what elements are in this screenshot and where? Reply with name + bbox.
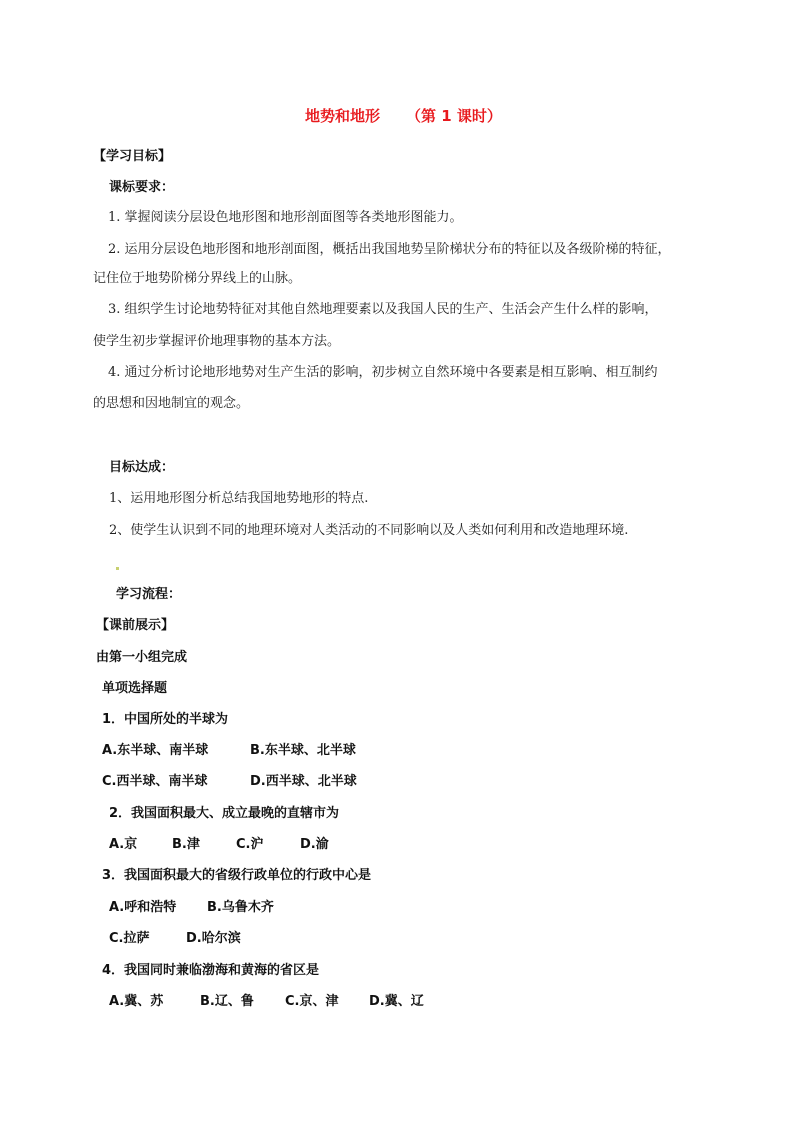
question-2-option-c: C.沪 [236,837,264,852]
preview-heading: 【课前展示】 [96,618,175,633]
question-1-stem: 1．中国所处的半球为 [102,712,229,727]
page-title [305,106,502,126]
question-2-stem: 2．我国面积最大、成立最晚的直辖市为 [109,806,340,821]
question-3-option-d: D.哈尔滨 [186,931,241,946]
question-2-option-d: D.渝 [300,837,329,852]
process-label: 学习流程： [116,587,182,602]
question-4-option-a: A.冀、苏 [109,994,164,1009]
question-1-option-c: C.西半球、南半球 [102,774,208,789]
question-4-option-c: C.京、津 [285,994,339,1009]
objective-2-line1: 2. 运用分层设色地形图和地形剖面图，概括出我国地势呈阶梯状分布的特征以及各级阶梯的特征， [108,242,671,257]
objective-4-line2: 的思想和因地制宜的观念。 [93,396,250,411]
goal-2: 2、使学生认识到不同的地理环境对人类活动的不同影响以及人类如何利用和改造地理环境. [109,523,629,538]
question-4-stem: 4．我国同时兼临渤海和黄海的省区是 [102,963,320,978]
question-3-option-c: C.拉萨 [109,931,150,946]
question-4-option-b: B.辽、鲁 [200,994,254,1009]
goal-1: 1、运用地形图分析总结我国地势地形的特点. [109,491,369,506]
objective-2-line2: 记住位于地势阶梯分界线上的山脉。 [93,271,302,286]
question-2-option-a: A.京 [109,837,138,852]
title-sub: （第 1 课时） [406,107,502,125]
question-1-option-a: A.东半球、南半球 [102,743,209,758]
goals-label: 目标达成： [109,460,175,475]
preview-group: 由第一小组完成 [96,650,188,665]
stray-dot-mark [116,567,119,570]
question-1-option-b: B.东半球、北半球 [250,743,356,758]
question-4-option-d: D.冀、辽 [369,994,424,1009]
objective-4-line1: 4. 通过分析讨论地形地势对生产生活的影响，初步树立自然环境中各要素是相互影响、相互制约 [108,365,658,380]
question-3-option-b: B.乌鲁木齐 [207,900,274,915]
curriculum-label: 课标要求： [109,180,175,195]
objective-3-line2: 使学生初步掌握评价地理事物的基本方法。 [93,334,341,349]
objectives-heading: 【学习目标】 [93,149,172,164]
objective-1: 1. 掌握阅读分层设色地形图和地形剖面图等各类地形图能力。 [108,210,463,225]
question-3-option-a: A.呼和浩特 [109,900,177,915]
question-2-option-b: B.津 [172,837,200,852]
question-type: 单项选择题 [102,681,168,696]
title-main: 地势和地形 [305,107,381,125]
question-3-stem: 3．我国面积最大的省级行政单位的行政中心是 [102,868,372,883]
question-1-option-d: D.西半球、北半球 [250,774,357,789]
objective-3-line1: 3. 组织学生讨论地势特征对其他自然地理要素以及我国人民的生产、生活会产生什么样的影响， [108,302,658,317]
